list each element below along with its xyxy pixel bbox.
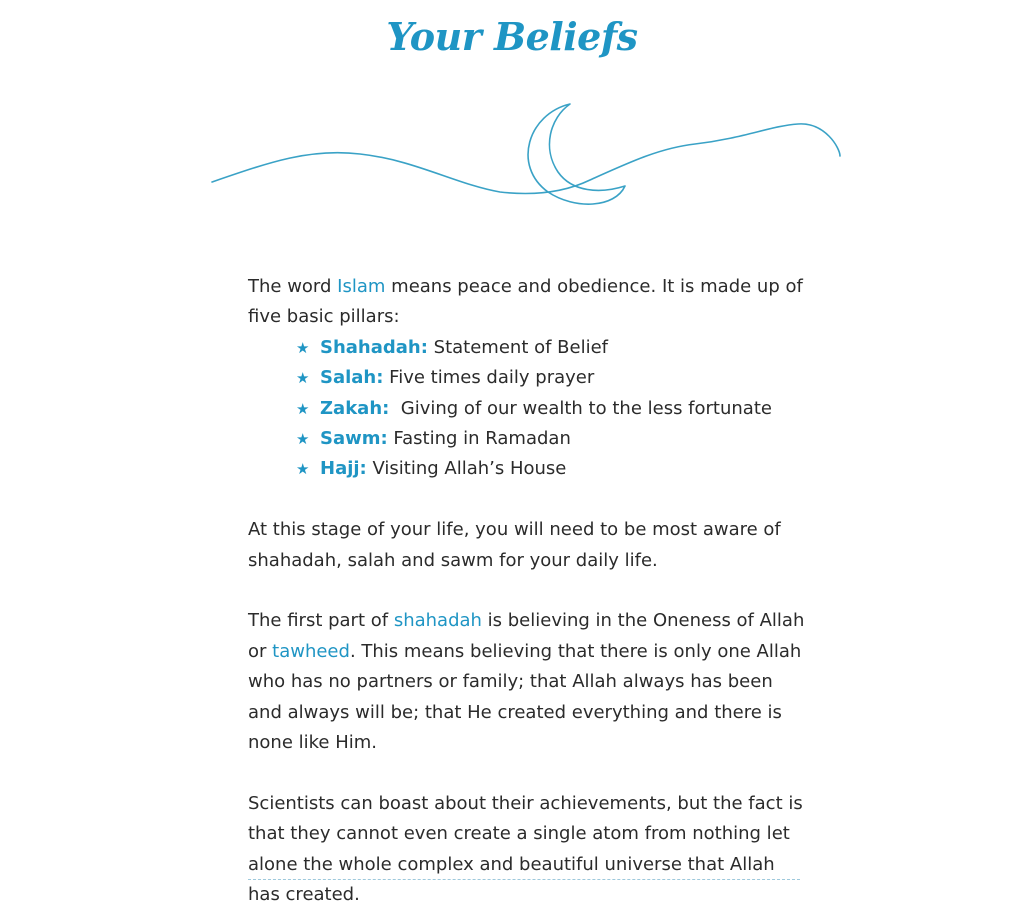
para3-text: . This means believing that there is only one Allah who has no partners or family; that Allah always has been and always will be; that He created everything and there is none like Him.: [248, 640, 802, 754]
list-item: [296, 333, 808, 363]
list-item: [296, 424, 808, 454]
star-bullet-icon: ★: [296, 338, 310, 357]
highlight-tawheed: tawheed: [272, 640, 350, 662]
pillars-list: [248, 333, 808, 485]
pillar-desc: Visiting Allah’s House: [366, 458, 567, 480]
paragraph-awareness: At this stage of your life, you will need to be most aware of shahadah, salah and sawm for your daily life.: [248, 519, 781, 571]
highlight-shahadah: shahadah: [393, 610, 482, 632]
star-bullet-icon: ★: [296, 369, 310, 388]
pillar-desc: Statement of Belief: [427, 336, 609, 358]
body-content: [248, 272, 808, 910]
list-item: [296, 394, 808, 424]
crescent-moon-wave-icon: [200, 96, 850, 216]
star-bullet-icon: ★: [296, 430, 310, 449]
list-item: [296, 363, 808, 393]
star-bullet-icon: ★: [296, 399, 310, 418]
intro-paragraph: [248, 272, 808, 333]
pillar-term: Sawm:: [320, 428, 388, 450]
pillar-term: Hajj:: [320, 458, 367, 480]
highlight-islam: Islam: [337, 276, 386, 297]
para3-text: is believing in the Oneness of Allah or: [248, 610, 805, 662]
intro-text: The word: [248, 276, 338, 297]
list-item: [296, 454, 808, 484]
pillar-term: Salah:: [320, 367, 384, 389]
intro-text-end: means peace and obedience. It is made up of five basic pillars:: [248, 276, 803, 328]
page-title: Your Beliefs: [386, 14, 638, 59]
paragraph-shahadah: [248, 606, 808, 758]
pillar-term: Shahadah:: [320, 336, 428, 358]
section-divider: [248, 879, 800, 880]
pillar-desc: Giving of our wealth to the less fortunate: [389, 397, 772, 419]
pillar-desc: Fasting in Ramadan: [387, 428, 571, 450]
pillar-term: Zakah:: [320, 397, 390, 419]
para3-text: The first part of: [248, 610, 394, 632]
star-bullet-icon: ★: [296, 460, 310, 479]
pillar-desc: Five times daily prayer: [383, 367, 595, 389]
paragraph-scientists: Scientists can boast about their achievements, but the fact is that they cannot even create a single atom from nothing let alone the whole complex and beautiful universe that Allah has created.: [248, 792, 803, 906]
